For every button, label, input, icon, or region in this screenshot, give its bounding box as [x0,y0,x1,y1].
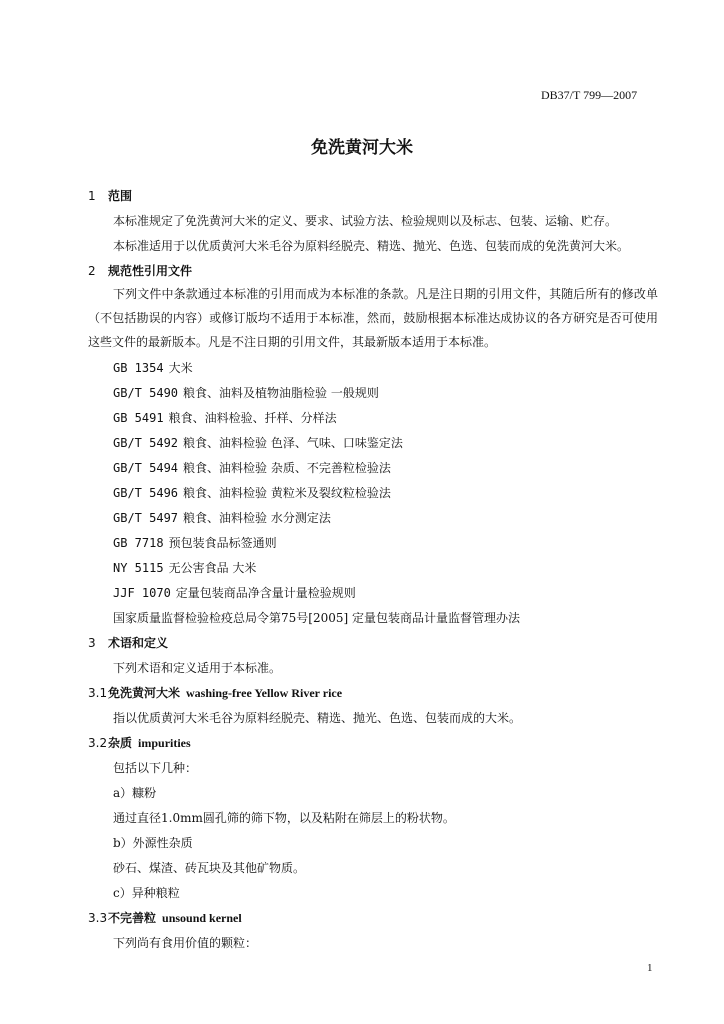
reference-code: GB/T 5494 [113,461,179,475]
reference-title: 粮食、油料检验 水分测定法 [183,511,331,525]
reference-code: GB/T 5497 [113,511,179,525]
term-title: 杂质 [108,736,133,750]
term-english: impurities [138,736,191,750]
section-number: 2 [88,264,96,278]
reference-code: NY 5115 [113,561,164,575]
term-3-3-heading [88,909,242,926]
term-number: 3.3 [88,911,108,925]
reference-item [113,509,331,526]
reference-title: 粮食、油料检验 色泽、气味、口味鉴定法 [183,436,403,450]
reference-item [113,359,193,376]
paragraph: 包括以下几种： [113,761,198,775]
list-item-label: b）外源性杂质 [113,836,193,850]
paragraph: 下列术语和定义适用于本标准。 [113,661,282,675]
reference-item [113,584,356,601]
reference-code: GB 1354 [113,361,164,375]
reference-title: 定量包装商品净含量计量检验规则 [175,586,356,600]
reference-item [113,384,379,401]
reference-item [113,409,337,426]
reference-code: GB/T 5490 [113,386,179,400]
reference-title: 粮食、油料检验 黄粒米及裂纹粒检验法 [183,486,391,500]
section-title: 术语和定义 [108,636,169,650]
section-number: 3 [88,636,96,650]
term-number: 3.2 [88,736,108,750]
paragraph: 通过直径1.0mm圆孔筛的筛下物，以及粘附在筛层上的粉状物。 [113,811,455,825]
list-item-label: c）异种粮粒 [113,886,180,900]
reference-title: 粮食、油料及植物油脂检验 一般规则 [183,386,379,400]
term-title: 免洗黄河大米 [108,686,181,700]
term-english: washing-free Yellow River rice [186,686,343,700]
document-title: 免洗黄河大米 [311,138,413,158]
reference-title: 预包装食品标签通则 [168,536,277,550]
reference-item [113,459,391,476]
paragraph: 本标准规定了免洗黄河大米的定义、要求、试验方法、检验规则以及标志、包装、运输、贮存。 [113,214,618,228]
reference-title: 粮食、油料检验、扦样、分样法 [168,411,337,425]
standard-code: DB37/T 799—2007 [541,88,638,102]
term-number: 3.1 [88,686,108,700]
paragraph: 指以优质黄河大米毛谷为原料经脱壳、精选、抛光、色选、包装而成的大米。 [113,711,522,725]
section-title: 规范性引用文件 [108,264,193,278]
paragraph: 本标准适用于以优质黄河大米毛谷为原料经脱壳、精选、抛光、色选、包装而成的免洗黄河大米。 [113,239,630,253]
reference-item [113,484,391,501]
section-3-heading [88,634,168,651]
reference-title: 无公害食品 大米 [168,561,257,575]
reference-code: JJF 1070 [113,586,171,600]
paragraph: 下列尚有食用价值的颗粒： [113,936,258,950]
reference-item [113,559,256,576]
paragraph: 砂石、煤渣、砖瓦块及其他矿物质。 [113,861,306,875]
section-number: 1 [88,189,96,203]
section-2-heading [88,262,192,279]
term-3-2-heading [88,734,191,751]
reference-code: GB 7718 [113,536,164,550]
page-number: 1 [647,962,653,974]
term-title: 不完善粒 [108,911,157,925]
section-title: 范围 [108,189,133,203]
list-item-label: a）糠粉 [113,786,157,800]
reference-code: GB/T 5492 [113,436,179,450]
reference-item [113,609,520,626]
section-1-heading [88,187,132,204]
term-3-1-heading [88,684,342,701]
reference-code: GB 5491 [113,411,164,425]
reference-title: 粮食、油料检验 杂质、不完善粒检验法 [183,461,391,475]
reference-title: 国家质量监督检验检疫总局令第75号[2005] 定量包装商品计量监督管理办法 [113,611,520,625]
reference-item [113,534,277,551]
paragraph: 下列文件中条款通过本标准的引用而成为本标准的条款。凡是注日期的引用文件，其随后所有的修改单（不包括勘误的内容）或修订版均不适用于本标准，然而，鼓励根据本标准达成协议的各方研究是否可使用这些文件的最新版本。凡是不注日期的引用文件，其最新版本适用于本标准。 [88,287,658,349]
reference-code: GB/T 5496 [113,486,179,500]
reference-item [113,434,403,451]
term-english: unsound kernel [162,911,242,925]
reference-title: 大米 [168,361,193,375]
